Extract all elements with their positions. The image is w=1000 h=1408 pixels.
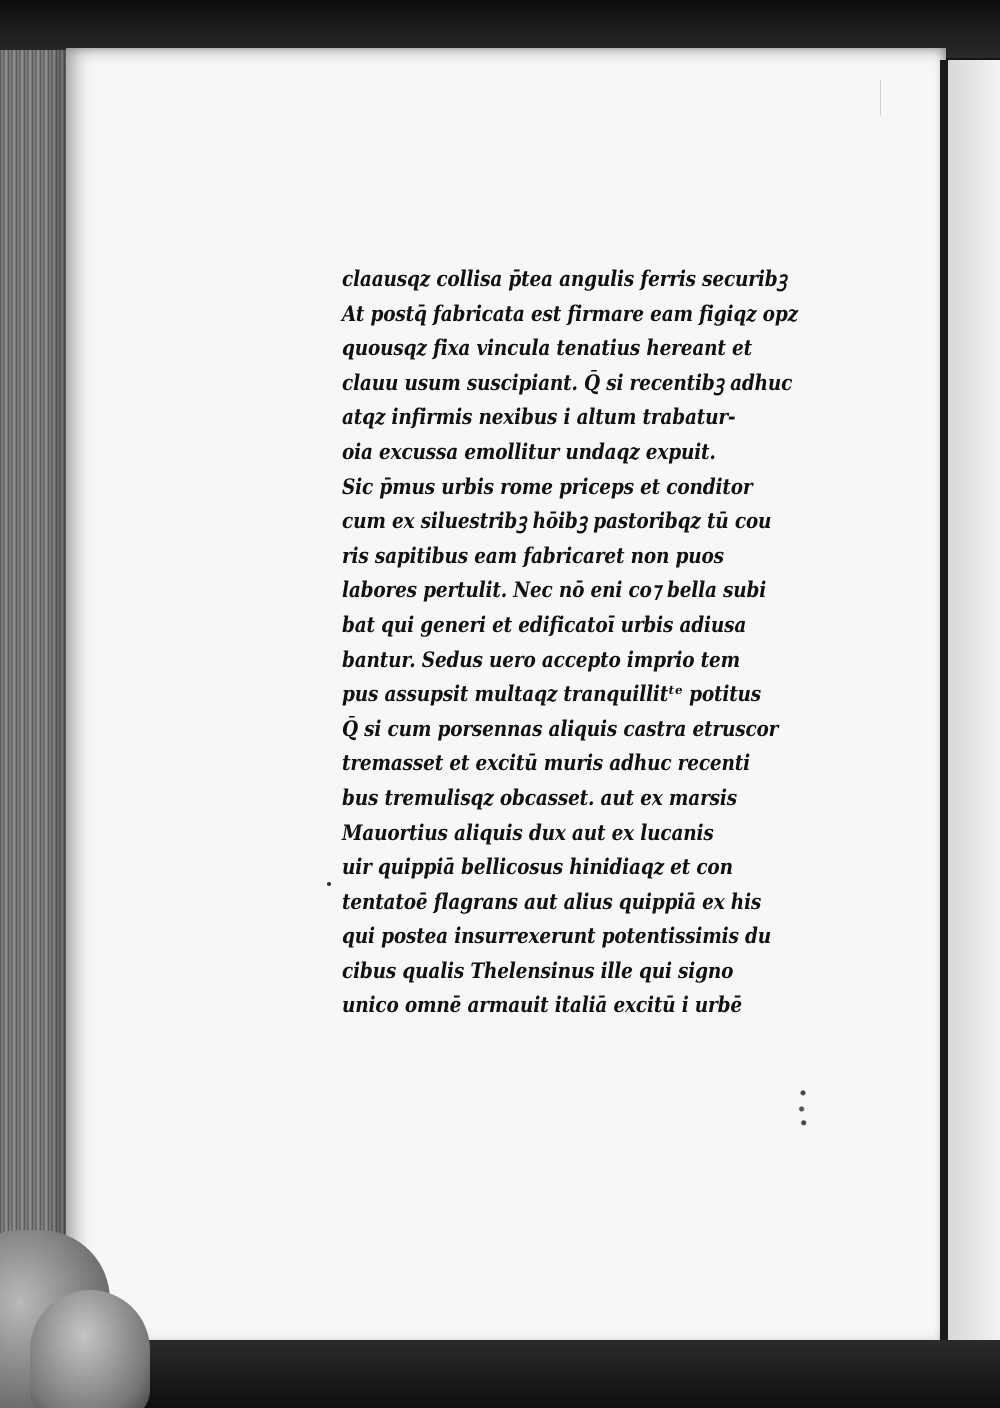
text-line: quousqz fixa vincula tenatius hereant et bbox=[342, 335, 752, 361]
text-line: unico omnē armauit italiā excitū i urbē bbox=[342, 992, 742, 1018]
text-line: tentatoē flagrans aut alius quippiā ex his bbox=[342, 888, 762, 914]
ink-blot bbox=[796, 1086, 810, 1132]
text-line: Sic p̄mus urbis rome priceps et conditor bbox=[342, 473, 753, 499]
text-line: Q̄ si cum porsennas aliquis castra etruscor bbox=[342, 715, 779, 741]
text-line: bantur. Sedus uero accepto imprio tem bbox=[342, 646, 741, 672]
text-line: cum ex siluestribꝫ hōibꝫ pastoribqz tū cou bbox=[342, 508, 772, 534]
text-line: clauu usum suscipiant. Q̄ si recentibꝫ adhuc bbox=[342, 369, 793, 395]
book-gutter bbox=[940, 60, 948, 1340]
text-line: qui postea insurrexerunt potentissimis du bbox=[342, 923, 771, 949]
text-line: Mauortius aliquis dux aut ex lucanis bbox=[342, 819, 714, 845]
text-line: claausqz collisa p̄tea angulis ferris securibꝫ bbox=[342, 266, 787, 291]
book-bottom-shadow bbox=[0, 1340, 1000, 1408]
text-line: cibus qualis Thelensinus ille qui signo bbox=[342, 957, 734, 983]
text-line: bat qui generi et edificatoī urbis adiusa bbox=[342, 611, 747, 637]
holding-finger bbox=[30, 1290, 150, 1408]
page-crease bbox=[880, 80, 893, 116]
text-line: ris sapitibus eam fabricaret non puos bbox=[342, 542, 724, 568]
text-line: labores pertulit. Nec nō eni co⁊ bella subi bbox=[342, 577, 767, 603]
text-line: uir quippiā bellicosus hinidiaqz et con bbox=[342, 854, 733, 880]
text-line: tremasset et excitū muris adhuc recenti bbox=[342, 750, 750, 776]
text-line: bus tremulisqz obcasset. aut ex marsis bbox=[342, 784, 737, 810]
text-line: oia excussa emollitur undaqz expuit. bbox=[342, 438, 716, 464]
manuscript-text-column bbox=[342, 262, 902, 1023]
margin-mark bbox=[327, 882, 331, 886]
text-line: pus assupsit multaqz tranquillitᵗᵉ potitus bbox=[342, 681, 762, 707]
text-line: At postq̄ fabricata est firmare eam figiqz opz bbox=[342, 300, 798, 326]
facing-page-edge bbox=[948, 60, 1000, 1408]
text-line: atqz infirmis nexibus i altum trabatur- bbox=[342, 404, 736, 430]
